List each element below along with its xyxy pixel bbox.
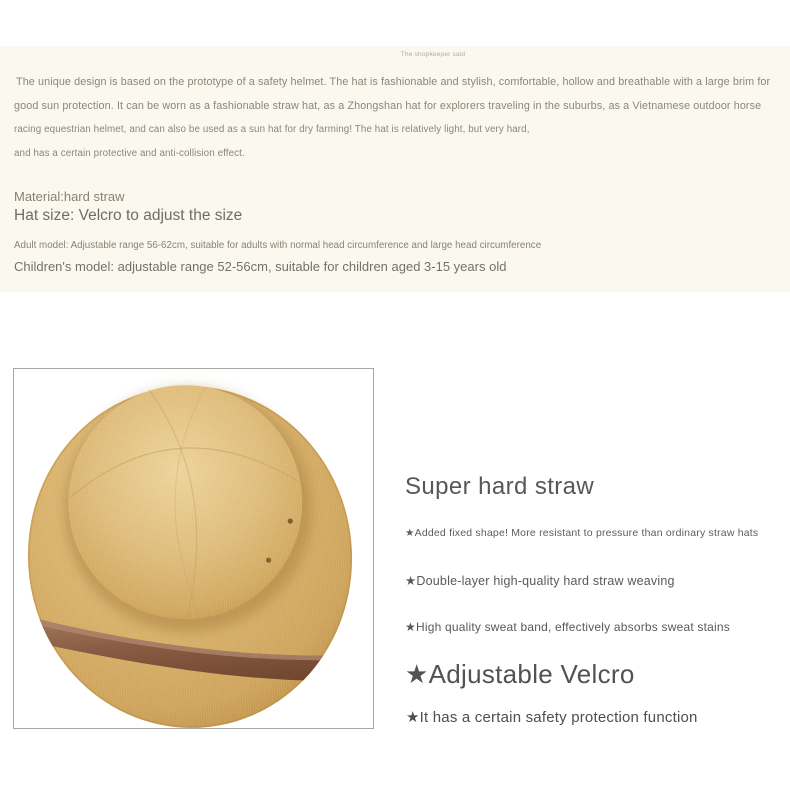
feature-bullet-fixed-shape: ★Added fixed shape! More resistant to pressure than ordinary straw hats	[405, 527, 759, 539]
intro-line-3: racing equestrian helmet, and can also be used as a sun hat for dry farming! The hat is relatively light, but very hard,	[14, 124, 530, 135]
spec-material: Material:hard straw	[14, 189, 125, 204]
features-heading: Super hard straw	[405, 473, 595, 500]
product-image-frame	[13, 368, 374, 729]
spec-children-model: Children's model: adjustable range 52-56cm, suitable for children aged 3-15 years old	[14, 259, 507, 274]
spec-adult-model: Adult model: Adjustable range 56-62cm, suitable for adults with normal head circumference and large head circumference	[14, 240, 542, 251]
spec-hat-size: Hat size: Velcro to adjust the size	[14, 207, 243, 224]
intro-line-2: good sun protection. It can be worn as a fashionable straw hat, as a Zhongshan hat for explorers traveling in the suburbs, as a Vietnamese outdoor horse	[14, 100, 762, 112]
intro-line-4: and has a certain protective and anti-collision effect.	[14, 148, 245, 159]
feature-bullet-double-layer: ★Double-layer high-quality hard straw weaving	[405, 574, 675, 588]
shopkeeper-note: The shopkeeper said	[400, 51, 466, 58]
intro-line-1: The unique design is based on the prototype of a safety helmet. The hat is fashionable and stylish, comfortable, hollow and breathable with a large brim for	[16, 76, 771, 88]
straw-pith-helmet-image	[14, 369, 373, 728]
feature-bullet-safety: ★It has a certain safety protection function	[406, 709, 698, 726]
feature-bullet-sweat-band: ★High quality sweat band, effectively absorbs sweat stains	[405, 620, 730, 634]
features-subheading-velcro: ★Adjustable Velcro	[405, 659, 635, 689]
